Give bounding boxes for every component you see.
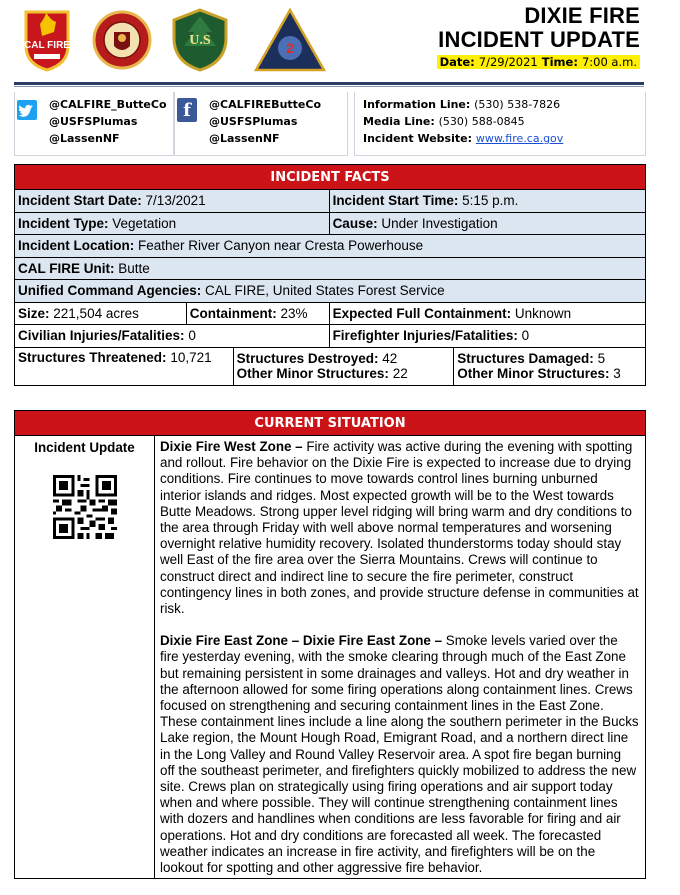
facebook-handle[interactable]: @USFSPlumas (209, 115, 298, 128)
header-divider (14, 82, 644, 85)
incident-facts-header: INCIDENT FACTS (15, 165, 646, 190)
svg-text:2: 2 (286, 40, 294, 56)
info-lines: Information Line: (530) 538-7826 Media Line: (530) 588-0845 Incident Website: www.fire.ca.gov (354, 92, 646, 156)
unified-command-cell: Unified Command Agencies: CAL FIRE, United States Forest Service (15, 280, 646, 303)
containment-cell: Containment: 23% (186, 302, 329, 325)
page-title: DIXIE FIRE (524, 3, 640, 28)
agency-logos (14, 8, 344, 76)
time-value: 7:00 a.m. (581, 55, 637, 69)
size-cell: Size: 221,504 acres (15, 302, 187, 325)
incident-location-cell: Incident Location: Feather River Canyon near Cresta Powerhouse (15, 235, 646, 258)
incident-facts-table (14, 164, 646, 386)
facebook-handle[interactable]: @LassenNF (209, 132, 280, 145)
structures-damaged-cell: Structures Damaged: 5 Other Minor Structures: 3 (454, 347, 646, 385)
cal-fire-logo (22, 8, 72, 72)
facebook-icon: f (177, 98, 197, 122)
start-time-cell: Incident Start Time: 5:15 p.m. (329, 190, 645, 213)
facebook-handle[interactable]: @CALFIREButteCo (209, 98, 322, 111)
incident-team-2-logo (254, 8, 326, 72)
county-seal-logo (92, 8, 152, 72)
qr-code-icon[interactable] (53, 475, 117, 539)
svg-text:CAL FIRE: CAL FIRE (24, 40, 70, 51)
structures-destroyed-cell: Structures Destroyed: 42 Other Minor Structures: 22 (233, 347, 454, 385)
structures-threatened-cell: Structures Threatened: 10,721 (15, 347, 234, 385)
twitter-contacts (14, 92, 174, 156)
incident-type-cell: Incident Type: Vegetation (15, 212, 330, 235)
facebook-contacts (174, 92, 348, 156)
expected-containment-cell: Expected Full Containment: Unknown (329, 302, 645, 325)
east-zone-paragraph: Dixie Fire East Zone – Dixie Fire East Zone – Smoke levels varied over the fire yesterday evening, with the smoke clearing through much of the East Zone but remaining persistent in some drainages and valleys. Hot and dry weather in the afternoon allowed for some firing operations along containment lines. Crews focused on strengthening and securing containment lines in the East Zone. These containment lines include a line along the southern perimeter in the Bucks Lake region, the Mount Hough Road, Emigrant Road, and a northern direct line in the Long Valley and Round Valley Reservoir area. A spot fire began burning off the southeast perimeter, and firefighters quickly mobilized to address the new site. Crews plan on strategically using firing operations and air support today when and where possible. They will continue strengthening containment lines with dozers and handlines when conditions are less favorable for firing and air operations. Hot and dry conditions are forecasted all week. The forecasted weather indicates an increase in fire activity, and firefighters will be on the lookout for spotting and other aggressive fire behavior. (160, 633, 639, 876)
twitter-handle[interactable]: @USFSPlumas (49, 115, 138, 128)
info-line-phone[interactable]: (530) 538-7826 (474, 98, 561, 111)
west-zone-paragraph: Dixie Fire West Zone – Fire activity was active during the evening with spotting and rollout. Fire behavior on the Dixie Fire is expected to increase due to drying conditions. Fire continues to move towards control lines burning unburned interior islands and ridges. Most expected growth will be to the West towards Butte Meadows. Strong upper level ridging will bring warm and dry conditions to the area through Friday with well above normal temperatures and worsening overnight relative humidity recovery. Isolated thunderstorms today should stay well East of the fire area over the Sierra Mountains. Crews will continue to construct direct and indirect line to secure the fire perimeter, construct contingency lines in both zones, and provide structure defense in communities at risk. (160, 439, 639, 617)
media-line-phone[interactable]: (530) 588-0845 (438, 115, 525, 128)
svg-text:U.S: U.S (189, 33, 211, 48)
title-block (437, 4, 640, 71)
current-situation-header: CURRENT SITUATION (15, 411, 646, 436)
cal-fire-unit-cell: CAL FIRE Unit: Butte (15, 257, 646, 280)
twitter-handle[interactable]: @LassenNF (49, 132, 120, 145)
civilian-injuries-cell: Civilian Injuries/Fatalities: 0 (15, 325, 330, 348)
incident-website-link[interactable]: www.fire.ca.gov (475, 132, 564, 145)
incident-update-body (155, 436, 646, 879)
date-value: 7/29/2021 (478, 55, 538, 69)
us-forest-service-logo (172, 8, 228, 72)
current-situation-table (14, 410, 646, 879)
twitter-icon (17, 100, 37, 120)
date-time-badge: Date: 7/29/2021 Time: 7:00 a.m. (437, 55, 640, 69)
incident-update-side (15, 436, 155, 879)
cause-cell: Cause: Under Investigation (329, 212, 645, 235)
page-subtitle: INCIDENT UPDATE (438, 27, 640, 52)
incident-update-label: Incident Update (34, 440, 135, 455)
contact-strip (14, 92, 646, 156)
header-divider-thin (14, 86, 644, 87)
twitter-handle[interactable]: @CALFIRE_ButteCo (49, 98, 167, 111)
start-date-cell: Incident Start Date: 7/13/2021 (15, 190, 330, 213)
firefighter-injuries-cell: Firefighter Injuries/Fatalities: 0 (329, 325, 645, 348)
